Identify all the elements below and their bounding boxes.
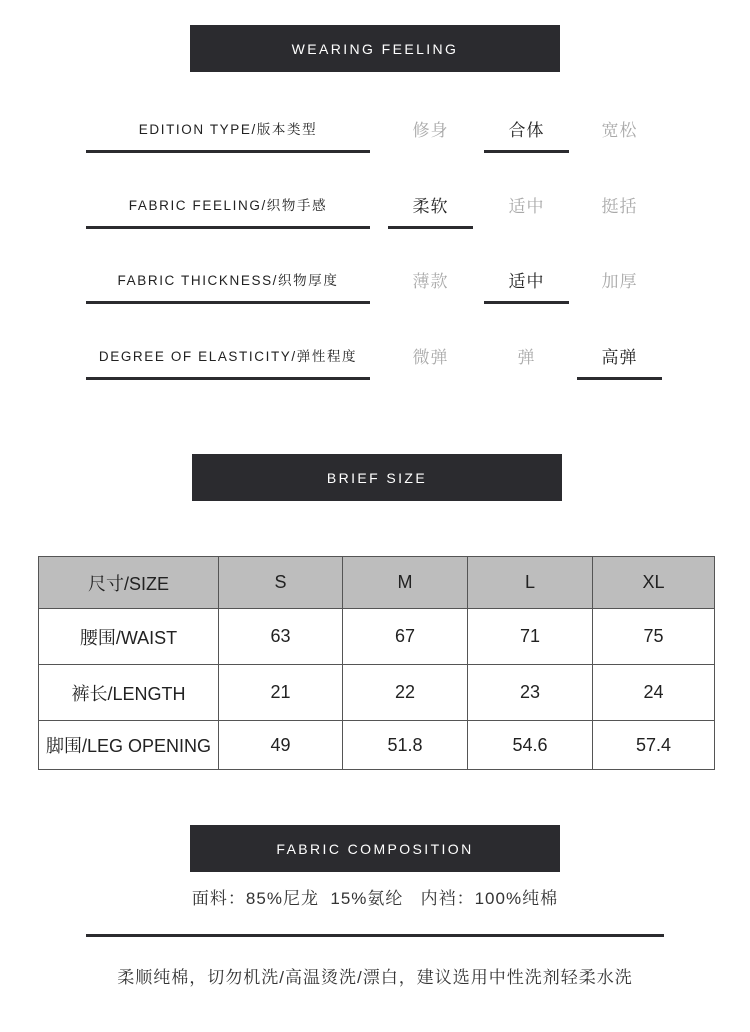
feeling-option: 加厚 [601,271,638,291]
table-cell: 22 [343,665,468,721]
measure-label-cell: 裤长/LENGTH [39,665,219,721]
feeling-option: 合体 [484,106,569,153]
table-cell: 49 [219,721,343,770]
feeling-row-edition-type [0,106,750,166]
table-cell: 24 [593,665,715,721]
feeling-option: 宽松 [601,120,638,140]
size-header-cell: S [219,557,343,609]
feeling-label: EDITION TYPE/版本类型 [86,106,370,153]
feeling-option: 适中 [484,257,569,304]
size-table-header-row [39,557,715,609]
feeling-option: 修身 [412,120,449,140]
feeling-label: FABRIC THICKNESS/织物厚度 [86,257,370,304]
size-table [38,556,715,770]
divider [86,934,664,937]
size-header-cell: L [468,557,593,609]
table-cell: 51.8 [343,721,468,770]
care-instructions: 柔顺纯棉，切勿机洗/高温烫洗/漂白，建议选用中性洗剂轻柔水洗 [117,968,633,987]
size-header-cell: M [343,557,468,609]
table-row [39,721,715,770]
feeling-label: FABRIC FEELING/织物手感 [86,182,370,229]
feeling-option: 微弹 [412,347,449,367]
table-cell: 23 [468,665,593,721]
feeling-option: 高弹 [577,333,662,380]
feeling-option: 挺括 [601,196,638,216]
feeling-row-fabric-thickness [0,257,750,317]
size-header-cell: XL [593,557,715,609]
fabric-composition-title: FABRIC COMPOSITION [276,840,474,857]
composition-text: 面料：85%尼龙 15%氨纶 内裆：100%纯棉 [191,889,559,908]
feeling-option: 弹 [517,347,536,367]
wearing-feeling-title: WEARING FEELING [291,40,459,57]
table-cell: 75 [593,609,715,665]
feeling-row-fabric-feeling [0,182,750,242]
table-cell: 54.6 [468,721,593,770]
measure-label-cell: 腰围/WAIST [39,609,219,665]
table-cell: 57.4 [593,721,715,770]
table-row [39,609,715,665]
table-cell: 21 [219,665,343,721]
feeling-row-elasticity [0,333,750,393]
feeling-option: 柔软 [388,182,473,229]
wearing-feeling-banner [190,25,560,72]
table-row [39,665,715,721]
table-cell: 67 [343,609,468,665]
feeling-option: 适中 [508,196,545,216]
brief-size-banner [192,454,562,501]
table-cell: 63 [219,609,343,665]
feeling-option: 薄款 [412,271,449,291]
measure-label-cell: 脚围/LEG OPENING [39,721,219,770]
brief-size-title: BRIEF SIZE [326,469,428,486]
size-header-cell: 尺寸/SIZE [39,557,219,609]
feeling-label: DEGREE OF ELASTICITY/弹性程度 [86,333,370,380]
fabric-composition-banner [190,825,560,872]
table-cell: 71 [468,609,593,665]
